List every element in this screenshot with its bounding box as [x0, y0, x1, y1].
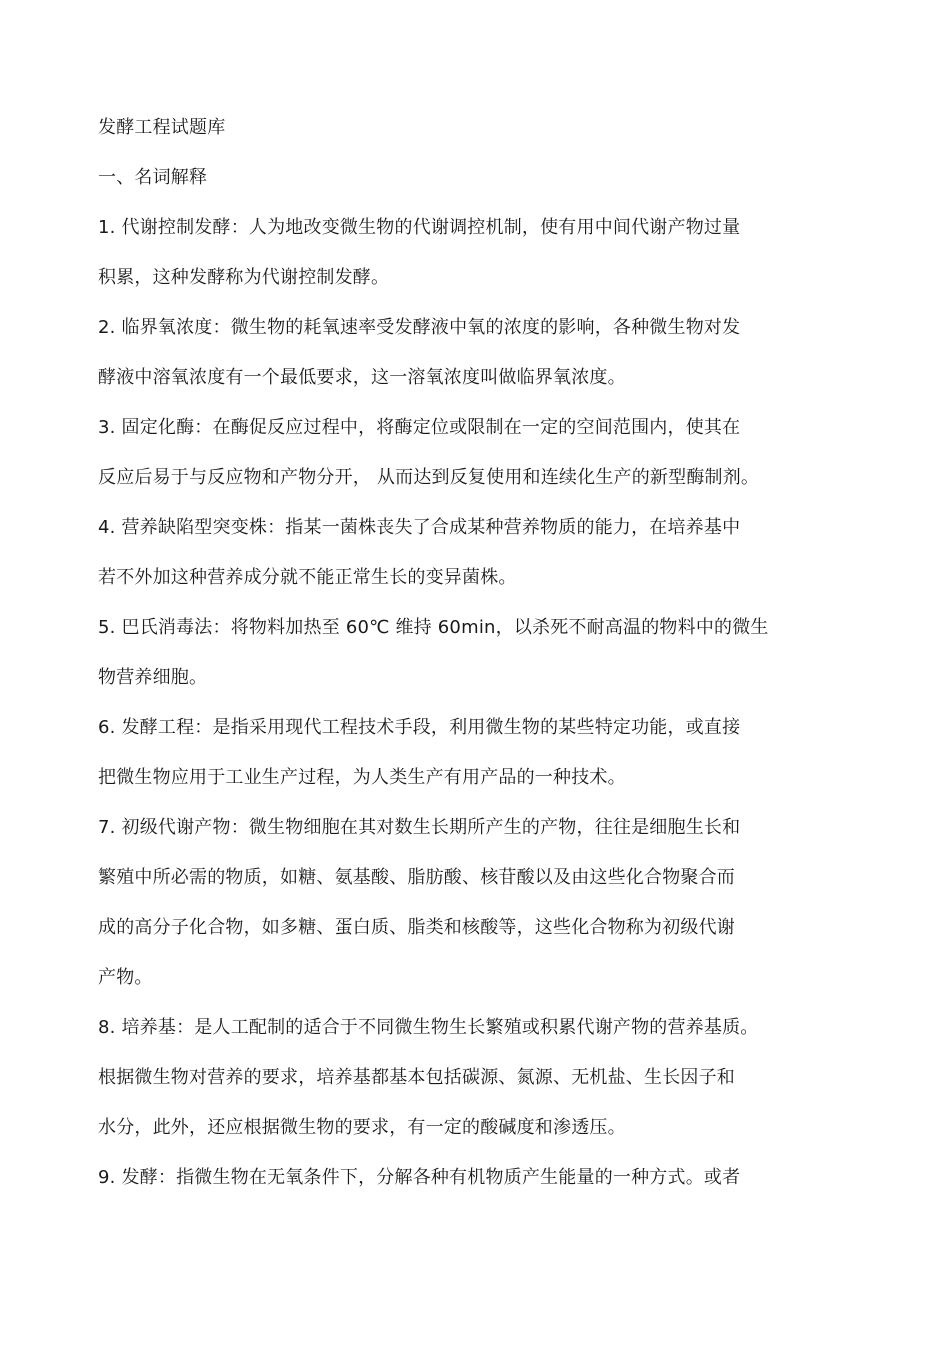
- text-line: 物营养细胞。: [98, 667, 208, 688]
- text-line: 若不外加这种营养成分就不能正常生长的变异菌株。: [98, 567, 517, 588]
- text-line: 1. 代谢控制发酵：人为地改变微生物的代谢调控机制，使有用中间代谢产物过量: [98, 217, 741, 238]
- text-line: 产物。: [98, 967, 153, 988]
- text-line: 2. 临界氧浓度：微生物的耗氧速率受发酵液中氧的浓度的影响，各种微生物对发: [98, 317, 741, 338]
- text-line: 反应后易于与反应物和产物分开， 从而达到反复使用和连续化生产的新型酶制剂。: [98, 467, 760, 488]
- text-line: 成的高分子化合物，如多糖、蛋白质、脂类和核酸等，这些化合物称为初级代谢: [98, 917, 735, 938]
- text-line: 5. 巴氏消毒法：将物料加热至 60℃ 维持 60min，以杀死不耐高温的物料中的微生: [98, 617, 769, 638]
- section-heading: 一、名词解释: [98, 167, 208, 188]
- text-line: 3. 固定化酶：在酶促反应过程中，将酶定位或限制在一定的空间范围内，使其在: [98, 417, 741, 438]
- text-line: 酵液中溶氧浓度有一个最低要求，这一溶氧浓度叫做临界氧浓度。: [98, 367, 626, 388]
- text-line: 把微生物应用于工业生产过程，为人类生产有用产品的一种技术。: [98, 767, 626, 788]
- document-title: 发酵工程试题库: [98, 117, 226, 138]
- text-line: 水分，此外，还应根据微生物的要求，有一定的酸碱度和渗透压。: [98, 1117, 626, 1138]
- text-line: 4. 营养缺陷型突变株：指某一菌株丧失了合成某种营养物质的能力，在培养基中: [98, 517, 741, 538]
- text-line: 7. 初级代谢产物：微生物细胞在其对数生长期所产生的产物，往往是细胞生长和: [98, 817, 741, 838]
- text-line: 8. 培养基：是人工配制的适合于不同微生物生长繁殖或积累代谢产物的营养基质。: [98, 1017, 759, 1038]
- text-line: 积累，这种发酵称为代谢控制发酵。: [98, 267, 390, 288]
- text-line: 6. 发酵工程：是指采用现代工程技术手段，利用微生物的某些特定功能，或直接: [98, 717, 741, 738]
- text-line: 繁殖中所必需的物质，如糖、氨基酸、脂肪酸、核苷酸以及由这些化合物聚合而: [98, 867, 735, 888]
- text-line: 9. 发酵：指微生物在无氧条件下，分解各种有机物质产生能量的一种方式。或者: [98, 1167, 741, 1188]
- text-line: 根据微生物对营养的要求，培养基都基本包括碳源、氮源、无机盐、生长因子和: [98, 1067, 735, 1088]
